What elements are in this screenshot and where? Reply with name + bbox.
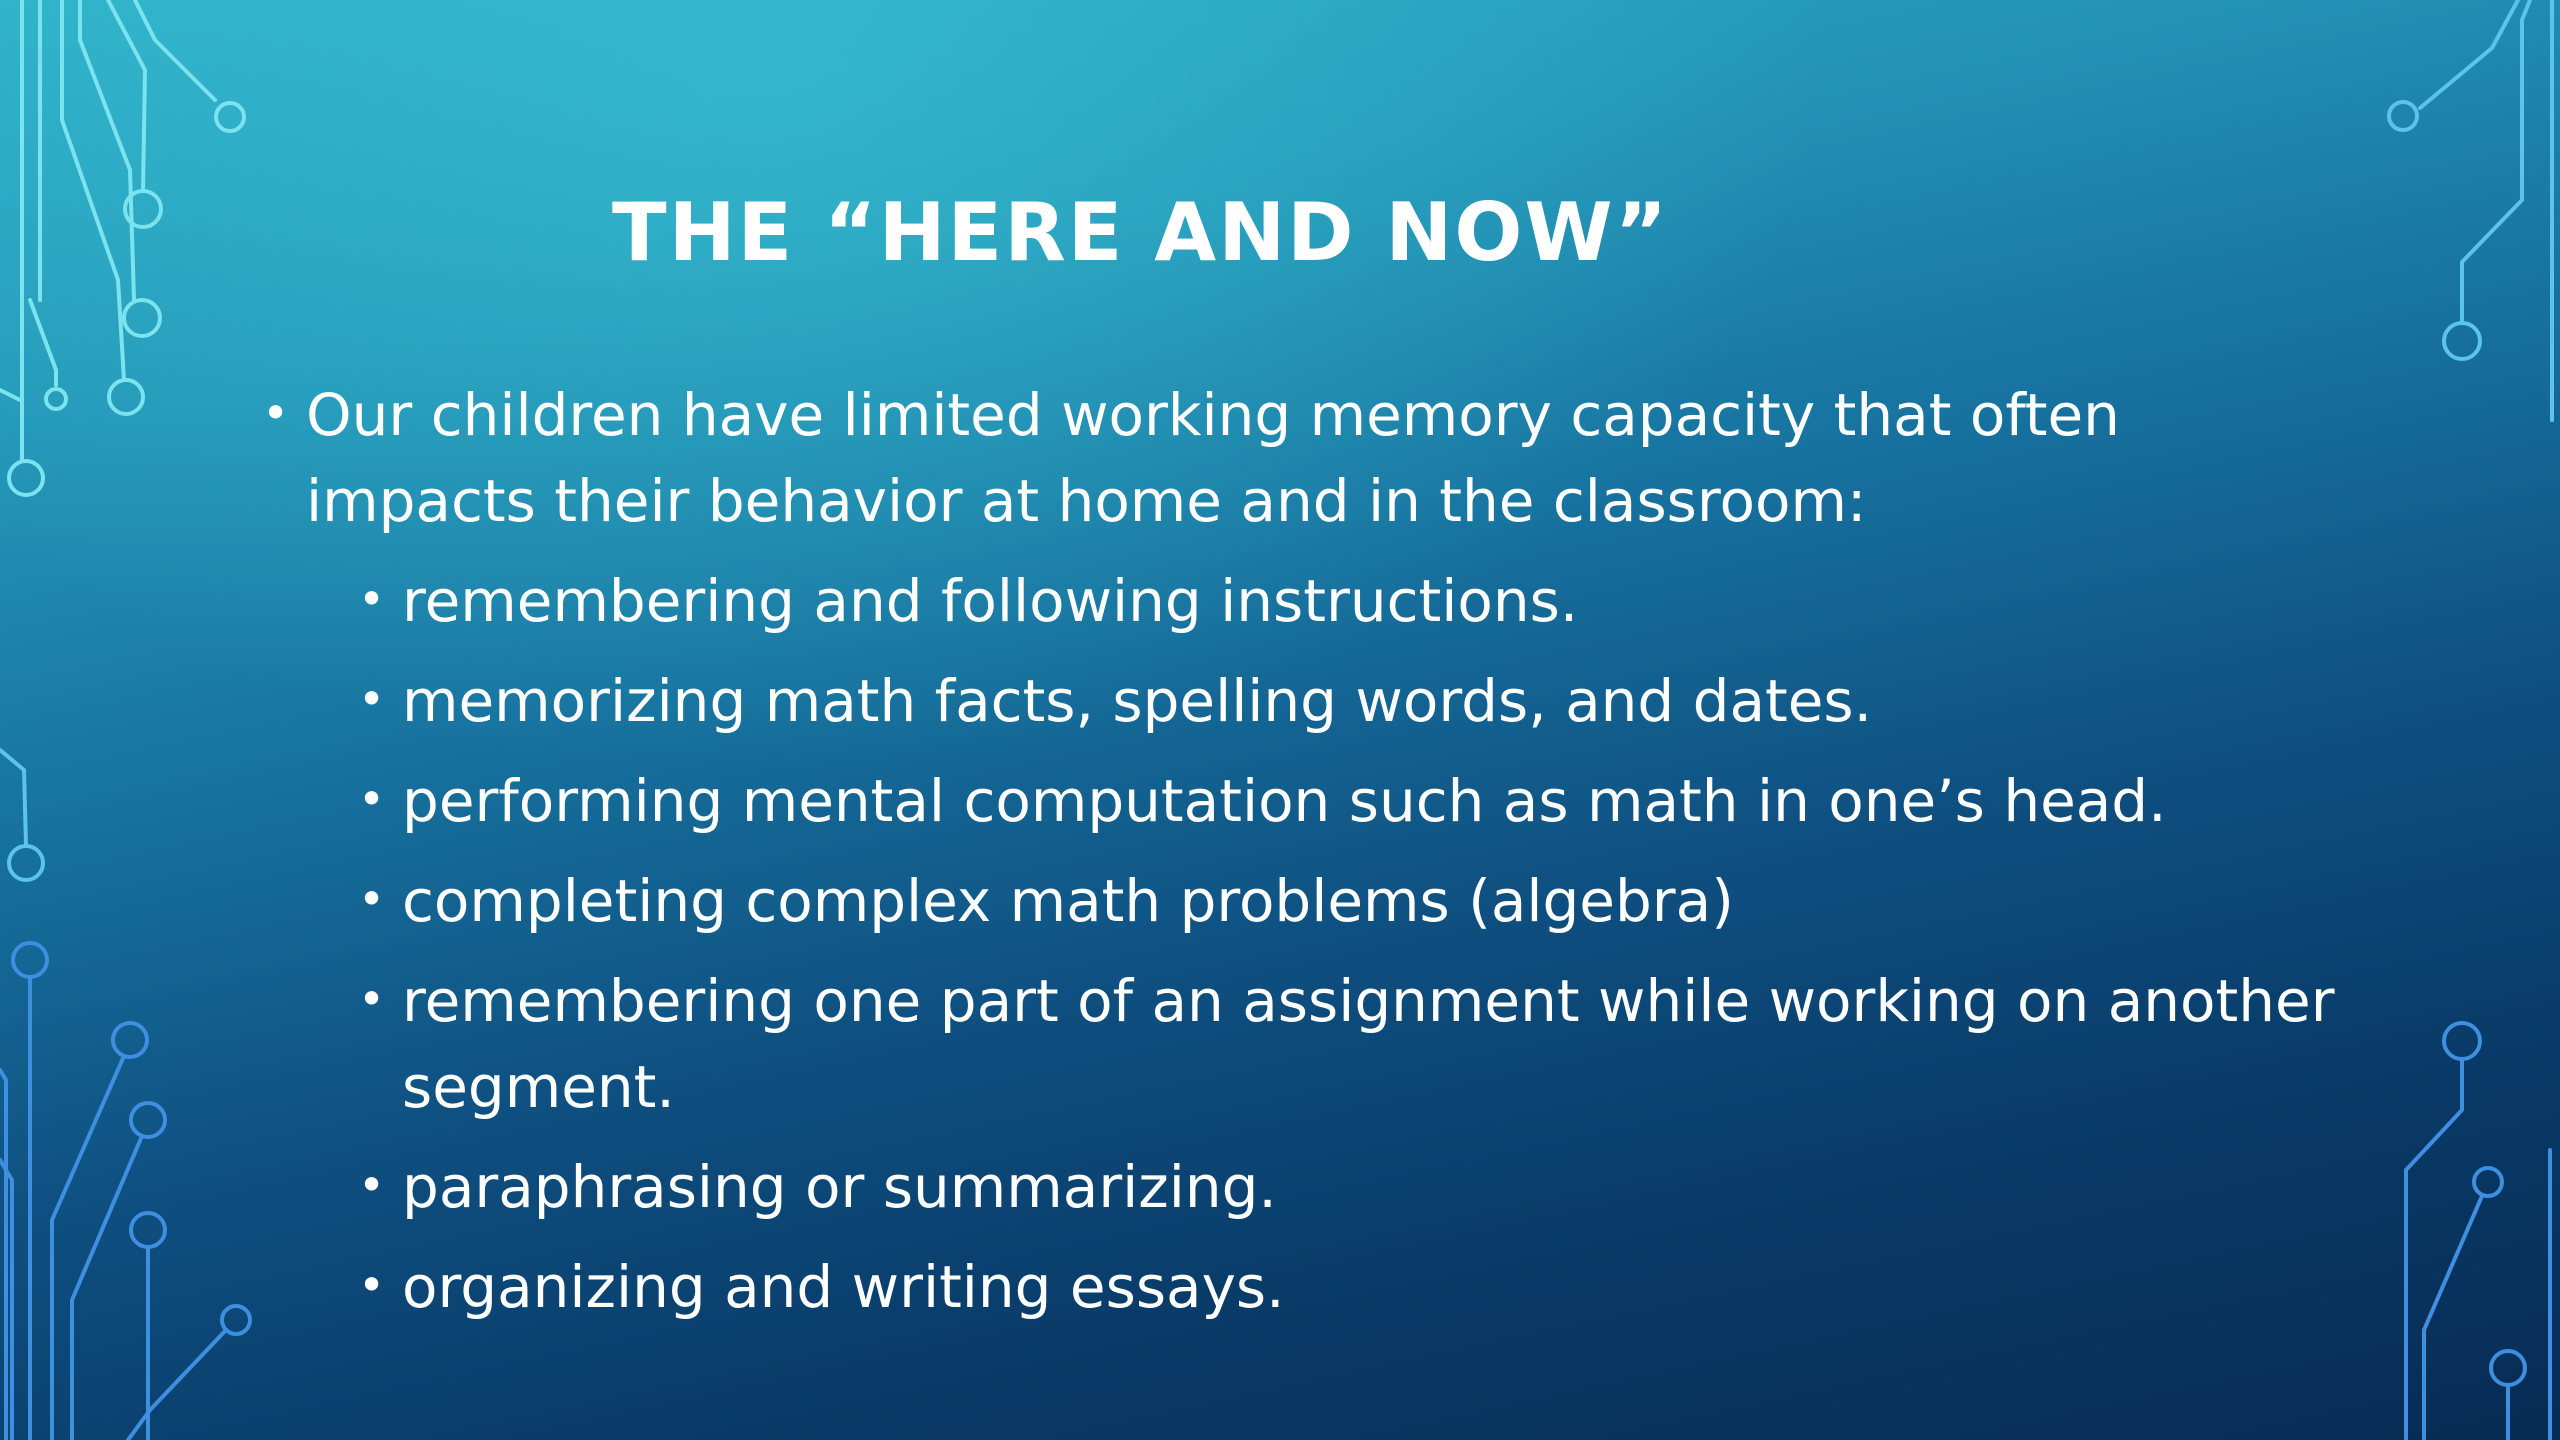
main-bullet-line-1: Our children have limited working memory capacity that often (306, 381, 2120, 449)
sub-bullet-item (358, 658, 2438, 744)
bullet-dot-icon: • (358, 872, 386, 926)
sub-bullet-item (358, 1144, 2438, 1230)
sub-bullet-text: remembering and following instructions. (402, 567, 1579, 635)
bullet-dot-icon: • (358, 572, 386, 626)
sub-bullet-list (358, 558, 2438, 1330)
circuit-left-middle (0, 750, 43, 880)
main-bullet (262, 372, 2342, 544)
sub-bullet-item (358, 558, 2438, 644)
sub-bullet-item (358, 1244, 2438, 1330)
sub-bullet-text: organizing and writing essays. (402, 1253, 1285, 1321)
sub-bullet-item (358, 858, 2438, 944)
circuit-top-left (0, 0, 244, 495)
bullet-dot-icon: • (358, 772, 386, 826)
bullet-dot-icon: • (358, 1158, 386, 1212)
slide-content (262, 372, 2342, 1344)
bullet-dot-icon: • (358, 1258, 386, 1312)
sub-bullet-text: memorizing math facts, spelling words, and dates. (402, 667, 1873, 735)
sub-bullet-text: remembering one part of an assignment while working on another (402, 967, 2335, 1035)
bullet-dot-icon: • (358, 972, 386, 1026)
bullet-dot-icon: • (262, 386, 290, 440)
bullet-dot-icon: • (358, 672, 386, 726)
main-bullet-line-2: impacts their behavior at home and in the classroom: (306, 467, 1867, 535)
slide-title: THE “HERE AND NOW” (612, 186, 1670, 279)
circuit-top-right (2389, 0, 2552, 420)
sub-bullet-item (358, 758, 2438, 844)
sub-bullet-text-continued: segment. (402, 1053, 675, 1121)
circuit-bottom-left (0, 943, 250, 1440)
sub-bullet-item (358, 958, 2438, 1130)
sub-bullet-text: paraphrasing or summarizing. (402, 1153, 1277, 1221)
sub-bullet-text: performing mental computation such as math in one’s head. (402, 767, 2167, 835)
sub-bullet-text: completing complex math problems (algebra) (402, 867, 1734, 935)
